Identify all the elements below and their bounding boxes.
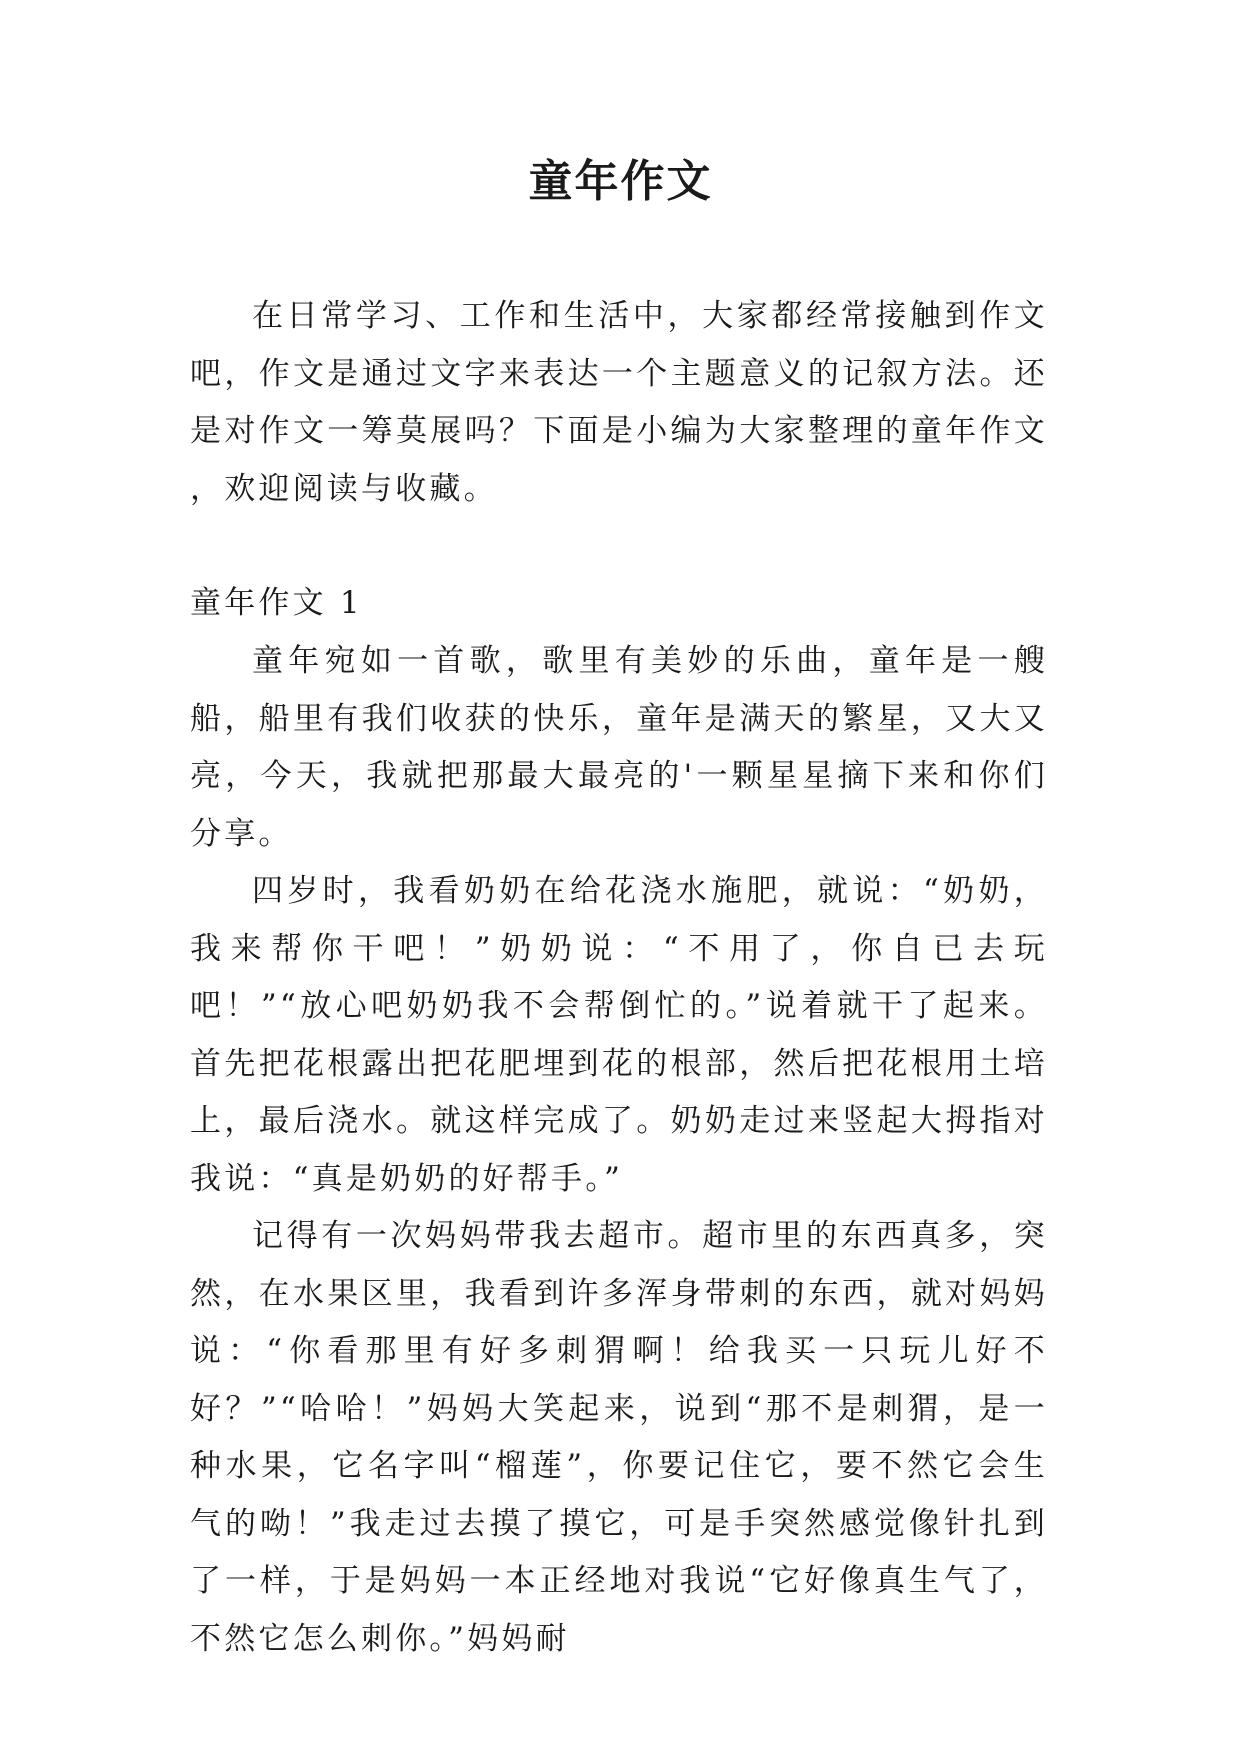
story-paragraph-1: 童年宛如一首歌，歌里有美妙的乐曲，童年是一艘船，船里有我们收获的快乐，童年是满天的繁星，又大又亮，今天，我就把那最大最亮的'一颗星星摘下来和你们分享。 (190, 643, 1048, 852)
document-title: 童年作文 (528, 156, 713, 207)
story-paragraph-2: 四岁时，我看奶奶在给花浇水施肥，就说：“奶奶，我来帮你干吧！”奶奶说：“不用了，你自已去玩吧！”“放心吧奶奶我不会帮倒忙的。”说着就干了起来。首先把花根露出把花肥埋到花的根部，然后把花根用土培上，最后浇水。就这样完成了。奶奶走过来竖起大拇指对我说：“真是奶奶的好帮手。” (190, 873, 1048, 1197)
intro-paragraph: 在日常学习、工作和生活中，大家都经常接触到作文吧，作文是通过文字来表达一个主题意义的记叙方法。还是对作文一筹莫展吗？下面是小编为大家整理的童年作文 ，欢迎阅读与收藏。 (190, 298, 1048, 507)
section-heading: 童年作文 1 (190, 585, 363, 621)
story-paragraph-3: 记得有一次妈妈带我去超市。超市里的东西真多，突然，在水果区里，我看到许多浑身带刺的东西，就对妈妈说：“你看那里有好多刺猬啊！给我买一只玩儿好不好？”“哈哈！”妈妈大笑起来，说到“那不是刺猬，是一种水果，它名字叫“榴莲”，你要记住它，要不然它会生气的呦！”我走过去摸了摸它，可是手突然感觉像针扎到了一样，于是妈妈一本正经地对我说“它好像真生气了，不然它怎么刺你。”妈妈耐 (190, 1218, 1048, 1657)
story-body (190, 633, 1048, 1668)
